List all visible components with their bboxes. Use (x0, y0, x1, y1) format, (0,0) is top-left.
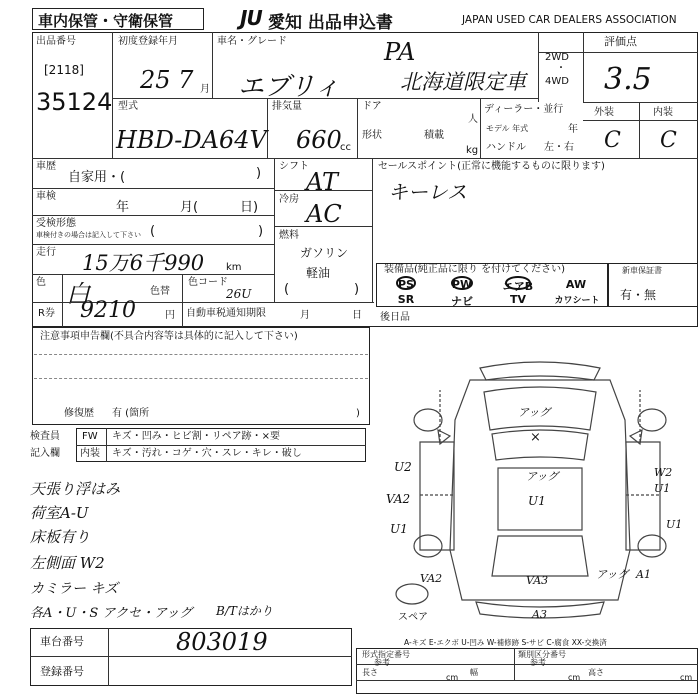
damage-mark: U1 (654, 482, 671, 495)
width-unit: cm (568, 673, 581, 682)
circle-mark (397, 277, 415, 289)
damage-mark: U2 (394, 460, 412, 474)
person-unit: 人 (468, 114, 478, 125)
reg-no-label: 登録番号 (40, 665, 84, 678)
mileage-unit: km (226, 262, 242, 273)
tax-month: 月 (300, 310, 310, 321)
remark-line: 各A・U・S アクセ・アッグ (30, 606, 193, 621)
score-label: 評価点 (604, 35, 637, 48)
remark-line: 床板有り (30, 528, 91, 546)
damage-legend: A-キズ E-エクボ U-凹み W-補修跡 S-サビ C-腐食 XX-交換済 (404, 638, 607, 647)
repair-value: 有 (箇所 (112, 408, 150, 419)
history-value: 自家用・( (68, 170, 126, 185)
front-bumper (480, 362, 600, 380)
equip-pw: PW (451, 278, 473, 291)
height-unit: cm (680, 673, 693, 682)
damage-mark: U1 (666, 518, 683, 531)
inspection-label: 車検 (36, 191, 56, 202)
handle-label: ハンドル (486, 142, 526, 153)
equip-sr: SR (397, 293, 415, 306)
lot-bracket: [2118] (44, 63, 84, 77)
interior-label: 内装 (653, 107, 673, 118)
reg-form-note: 車検付きの場合は記入して下さい (36, 231, 141, 239)
chassis-number: 803019 (176, 628, 268, 656)
damage-mark: VA2 (386, 492, 411, 506)
class-ref: 参考 (530, 658, 546, 667)
rear-window (492, 536, 588, 576)
checker-fw: FW (82, 431, 98, 442)
exterior-grade: C (604, 128, 621, 153)
repair-label: 修復歴 (64, 408, 94, 419)
drive-2wd: 2WD (545, 52, 569, 63)
ju-logo: JU (240, 6, 262, 30)
notes-label: 注意事項申告欄(不具合内容等は具体的に記入して下さい) (40, 331, 298, 342)
mileage-value: 15万6千990 (82, 251, 205, 275)
first-reg-value: 25 7 (140, 66, 194, 94)
damage-mark: U1 (390, 522, 408, 536)
remark-line: B/Tはかり (216, 604, 273, 618)
reg-form-label: 受検形態 (36, 218, 76, 229)
left-side (420, 442, 454, 550)
shift-value: AT (306, 168, 339, 196)
warranty-label: 新車保証書 (622, 266, 662, 275)
damage-mark: VA3 (526, 574, 549, 587)
recycle-label: R券 (38, 308, 55, 319)
drive-dot: ・ (556, 63, 566, 74)
chassis-label: 車台番号 (40, 635, 84, 648)
door-label: ドア (362, 101, 382, 112)
tax-day: 日 (352, 310, 362, 321)
inspection-day: 日) (240, 200, 259, 215)
checker-label-1: 検査員 (30, 431, 60, 442)
reg-form-close: ) (258, 224, 264, 239)
color-label: 色 (36, 277, 46, 288)
recycle-unit: 円 (165, 310, 175, 321)
height-label: 高さ (588, 668, 604, 677)
sales-point-label: セールスポイント(正常に機能するものに限ります) (378, 161, 605, 172)
equipment-marks (376, 274, 608, 294)
spec-ref: 参考 (374, 658, 390, 667)
damage-mark: A3 (532, 608, 547, 621)
warranty-options: 有・無 (620, 288, 657, 302)
circle-mark (506, 277, 530, 289)
equip-airbag: エアB (502, 280, 534, 293)
drive-4wd: 4WD (545, 76, 569, 87)
sales-point-value: キーレス (388, 180, 467, 204)
checker-fw-items: キズ・凹み・ヒビ割・リペア跡・×要 (112, 431, 280, 442)
remark-line: カミラー キズ (30, 581, 119, 597)
fuel-close: ) (354, 282, 360, 297)
wheel-rear-left (414, 535, 442, 557)
equip-navi: ナビ (451, 295, 473, 308)
first-reg-label: 初度登録年月 (118, 36, 178, 47)
color-code-value: 26U (226, 287, 252, 301)
fuel-open: ( (284, 282, 290, 297)
history-label: 車歴 (36, 161, 56, 172)
class-label: 類別区分番号 (518, 650, 566, 659)
equip-tv: TV (509, 293, 527, 306)
recycle-value: 9210 (80, 298, 136, 323)
damage-mark: アッグ (518, 406, 551, 419)
displacement-value: 660 (296, 126, 342, 154)
shape-label: 形状 (362, 130, 382, 141)
repair-close: ) (356, 408, 360, 419)
car-diagram (380, 350, 698, 632)
equip-ps: PS (398, 278, 414, 291)
banner-text: 車内保管・守衛保管 (38, 12, 174, 30)
tax-label: 自動車税通知期限 (186, 308, 266, 319)
wheel-front-left (414, 409, 442, 431)
damage-mark: アッグ (596, 568, 629, 581)
wheel-front-right (638, 409, 666, 431)
car-grade: 北海道限定車 (400, 70, 526, 94)
reg-form-open: ( (150, 224, 156, 239)
circle-mark (452, 277, 472, 289)
equip-leather: カワシート (554, 296, 600, 306)
remark-line: 天張り浮はみ (30, 480, 121, 498)
history-close: ) (256, 166, 262, 181)
model-year-label: モデル 年式 (486, 124, 529, 133)
spare-label: スペア (398, 612, 428, 623)
checker-interior-items: キズ・汚れ・コゲ・穴・スレ・キレ・破し (112, 448, 302, 459)
year-unit: 年 (568, 124, 578, 135)
remark-line: 荷室A-U (30, 504, 89, 522)
inspection-year: 年 (116, 200, 130, 215)
car-grade-code: PA (384, 38, 416, 66)
displacement-label: 排気量 (272, 101, 302, 112)
color-tone-label: 色替 (150, 286, 170, 297)
inspection-month: 月( (180, 200, 199, 215)
equipment-label: 装備品(純正品に限り を付けてください) (384, 264, 565, 275)
damage-mark: A1 (636, 568, 651, 581)
lot-label: 出品番号 (36, 36, 76, 47)
shift-label: シフト (279, 161, 309, 172)
car-model-name: エブリィ (238, 72, 340, 102)
score-value: 3.5 (604, 62, 652, 97)
fuel-label: 燃料 (279, 230, 299, 241)
length-unit: cm (446, 673, 459, 682)
interior-grade: C (660, 128, 677, 153)
wheel-rear-right (638, 535, 666, 557)
length-label: 長さ (362, 668, 378, 677)
assoc-name: JAPAN USED CAR DEALERS ASSOCIATION (462, 14, 677, 26)
handle-options: 左・右 (544, 142, 574, 153)
right-side (626, 442, 660, 550)
first-reg-month-unit: 月 (200, 84, 210, 95)
after-label: 後日品 (380, 312, 410, 323)
car-name-label: 車名・グレード (217, 36, 287, 47)
damage-mark: U1 (528, 494, 546, 508)
model-value: HBD-DA64V (116, 126, 267, 154)
fuel-diesel: 軽油 (306, 266, 331, 280)
checker-label-2: 記入欄 (30, 448, 60, 459)
dealer-label: ディーラー・並行 (484, 104, 564, 115)
aircon-value: AC (306, 200, 342, 228)
org-title: 愛知 出品申込書 (268, 13, 393, 33)
load-unit: kg (466, 145, 479, 156)
exterior-label: 外装 (594, 107, 614, 118)
load-label: 積載 (424, 130, 444, 141)
model-label: 型式 (118, 101, 138, 112)
damage-mark: W2 (654, 466, 673, 479)
spec-label: 形式指定番号 (362, 650, 410, 659)
spare-wheel (396, 584, 428, 604)
color-code-label: 色コード (188, 277, 228, 288)
damage-mark: アッグ (526, 470, 559, 483)
mileage-label: 走行 (36, 247, 56, 258)
equip-aw: AW (565, 278, 587, 291)
fuel-gasoline: ガソリン (300, 246, 349, 260)
damage-mark: VA2 (420, 572, 443, 585)
color-value: 白 (66, 280, 90, 308)
damage-mark: × (530, 430, 541, 445)
remark-line: 左側面 W2 (30, 554, 105, 572)
width-label: 幅 (470, 668, 478, 677)
lot-number: 35124 (36, 88, 113, 116)
displacement-unit: cc (340, 142, 351, 153)
checker-interior: 内装 (80, 448, 100, 459)
aircon-label: 冷房 (279, 194, 299, 205)
